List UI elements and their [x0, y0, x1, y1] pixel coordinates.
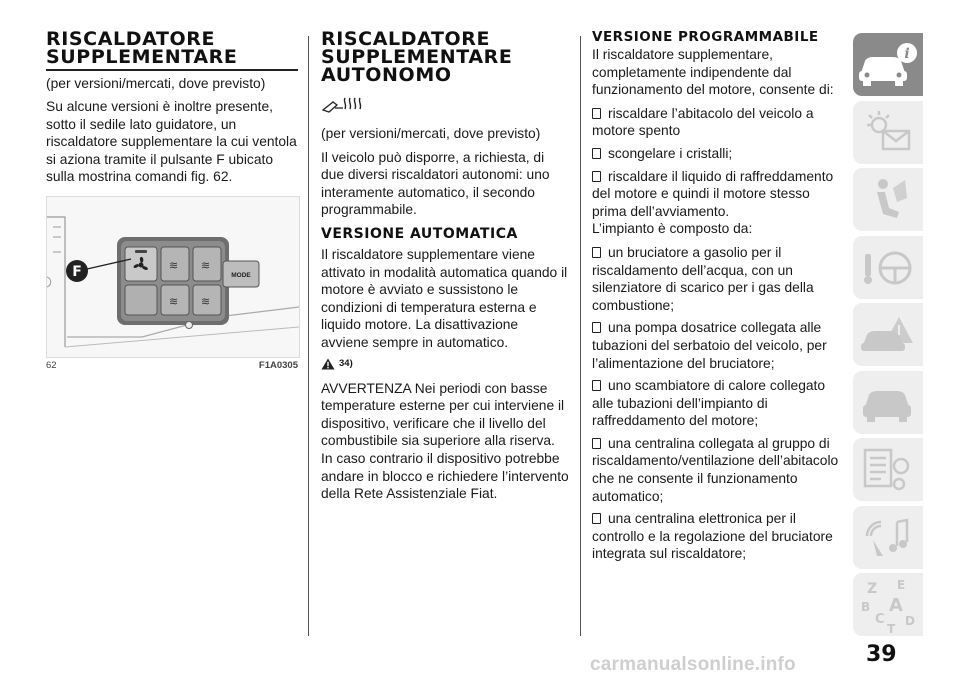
- tab-car-info[interactable]: [853, 33, 923, 96]
- index-icon: [853, 573, 923, 636]
- section-heading: RISCALDATORE SUPPLEMENTARE: [46, 28, 238, 68]
- figure-62: [46, 196, 300, 358]
- callout-f: F: [72, 264, 82, 281]
- svg-text:≋: ≋: [201, 259, 211, 273]
- figure-number: 62: [46, 360, 57, 372]
- section-heading: VERSIONE PROGRAMMABILE: [592, 29, 819, 45]
- watermark: carmanualsonline.info: [590, 654, 796, 675]
- svg-text:≋: ≋: [169, 259, 179, 273]
- body-paragraph: Il veicolo può disporre, a richiesta, di due diversi riscaldatori autonomi: uno interamente automatico, il secondo programmabile.: [321, 149, 550, 218]
- svg-text:E: E: [897, 578, 906, 592]
- list-item: scongelare i cristalli;: [592, 145, 840, 163]
- heater-symbol-icon: [321, 94, 569, 119]
- column-divider: [580, 36, 581, 636]
- svg-text:D: D: [905, 614, 915, 628]
- steering-wheel-icon: [853, 236, 923, 299]
- column-1: [46, 30, 298, 374]
- figure-caption: [46, 360, 298, 374]
- body-paragraph: Il riscaldatore supplementare viene attivato in modalità automatica quando il motore è avviato e sussistono le condizioni di temperatura esterna e liquido motore. La disattivazione avviene sempre in automatico.: [321, 246, 568, 350]
- list-item: una centralina elettronica per il controllo e la regolazione del bruciatore integrata sul riscaldatore;: [592, 511, 833, 562]
- tab-maintenance[interactable]: [853, 371, 923, 434]
- list-item: una pompa dosatrice collegata alle tubazioni del serbatoio del veicolo, per l’alimentazione del bruciatore;: [592, 320, 827, 371]
- subtitle: (per versioni/mercati, dove previsto): [46, 75, 266, 91]
- tab-emergency[interactable]: [853, 303, 923, 366]
- svg-text:T: T: [887, 622, 896, 636]
- section-heading: RISCALDATORE SUPPLEMENTARE AUTONOMO: [321, 28, 513, 86]
- svg-text:A: A: [889, 595, 903, 616]
- warning-triangle-icon: [321, 358, 335, 370]
- column-divider: [308, 36, 309, 636]
- checkbox-bullet-icon: [592, 513, 601, 524]
- svg-text:≋: ≋: [169, 295, 179, 309]
- airbag-seat-icon: [853, 168, 923, 231]
- page-number: 39: [866, 642, 897, 667]
- body-paragraph: L’impianto è composto da:: [592, 221, 753, 237]
- breakdown-icon: [853, 303, 923, 366]
- subtitle: (per versioni/mercati, dove previsto): [321, 126, 541, 141]
- subheading: VERSIONE AUTOMATICA: [321, 225, 518, 242]
- body-paragraph: Su alcune versioni è inoltre presente, sotto il sedile lato guidatore, un riscaldatore supplementare la cui ventola si aziona tramite il pulsante F ubicato sulla mostrina comandi fig. 62.: [46, 99, 297, 185]
- specs-gear-icon: [853, 438, 923, 501]
- checkbox-bullet-icon: [592, 148, 601, 159]
- svg-text:Z: Z: [867, 581, 878, 597]
- list-item: una centralina collegata al gruppo di riscaldamento/ventilazione dell’abitacolo che ne consente il funzionamento automatico;: [592, 435, 839, 504]
- list-item: uno scambiatore di calore collegato alle tubazioni dell’impianto di raffreddamento del motore;: [592, 378, 826, 429]
- heading-rule: [46, 69, 298, 71]
- column-3: [592, 30, 840, 568]
- list-item: riscaldare il liquido di raffreddamento del motore e quindi il motore stesso prima dell’avviamento.: [592, 168, 834, 219]
- column-2: [321, 30, 569, 509]
- checkbox-bullet-icon: [592, 322, 601, 333]
- car-info-icon: [853, 33, 923, 96]
- checkbox-bullet-icon: [592, 247, 601, 258]
- mode-label: MODE: [231, 272, 251, 280]
- tab-warning-lights[interactable]: [853, 101, 923, 164]
- checkbox-bullet-icon: [592, 438, 601, 449]
- warning-reference: [321, 358, 569, 370]
- tab-safety[interactable]: [853, 168, 923, 231]
- figure-code: F1A0305: [258, 360, 298, 372]
- checkbox-bullet-icon: [592, 171, 601, 182]
- svg-text:C: C: [875, 612, 885, 627]
- list-item: riscaldare l’abitacolo del veicolo a motore spento: [592, 105, 814, 139]
- body-paragraph: AVVERTENZA Nei periodi con basse temperature esterne per cui interviene il dispositivo, verificare che il livello del combustibile sia superiore alla riserva. In caso contrario il dispositivo potrebbe andare in blocco e richiedere l’intervento della Rete Assistenziale Fiat.: [321, 380, 569, 502]
- control-panel-illustration: [47, 197, 299, 357]
- tab-technical-data[interactable]: [853, 438, 923, 501]
- warning-ref-number: 34): [339, 358, 353, 370]
- svg-text:B: B: [861, 600, 871, 614]
- checkbox-bullet-icon: [592, 380, 601, 391]
- multimedia-icon: [853, 506, 923, 569]
- warning-lights-icon: [853, 101, 923, 164]
- tab-multimedia[interactable]: [853, 506, 923, 569]
- svg-text:≋: ≋: [201, 295, 211, 309]
- chapter-sidebar: [853, 33, 923, 641]
- checkbox-bullet-icon: [592, 108, 601, 119]
- list-item: un bruciatore a gasolio per il riscaldamento dell’acqua, con un silenziatore di scarico per i gas della combustione;: [592, 244, 814, 313]
- svg-text:i: i: [904, 46, 910, 62]
- body-paragraph: Il riscaldatore supplementare, completamente indipendente dal funzionamento del motore, consente di:: [592, 47, 834, 98]
- car-service-icon: [853, 371, 923, 434]
- tab-starting-driving[interactable]: [853, 236, 923, 299]
- tab-index[interactable]: [853, 573, 923, 636]
